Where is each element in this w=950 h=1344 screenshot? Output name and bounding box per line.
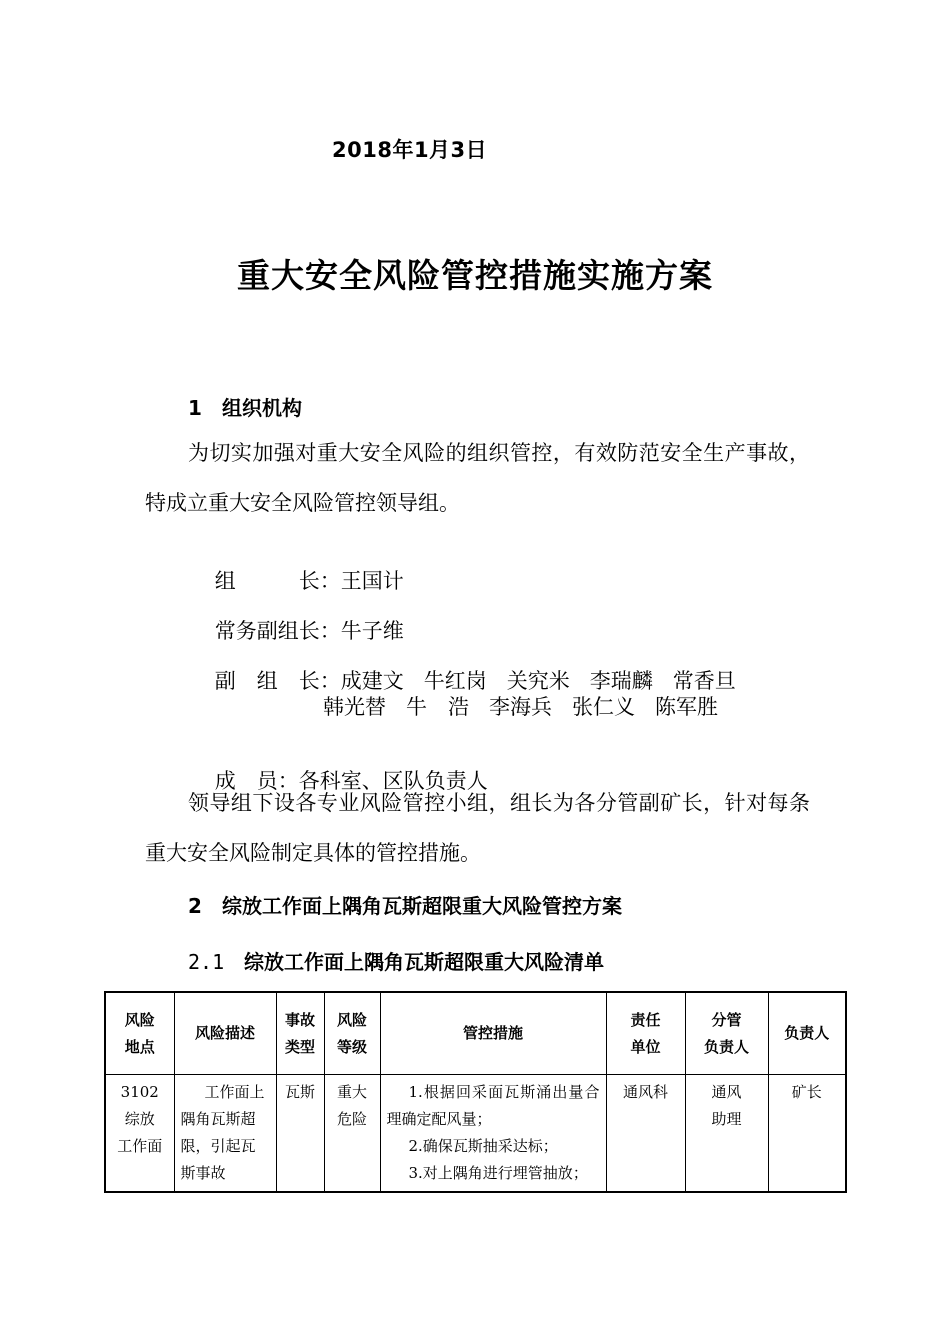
col-header-description: 风险描述 <box>174 992 276 1075</box>
table-header-row <box>105 992 846 1075</box>
section-2-1-number: 2.1 <box>188 950 225 974</box>
section-2-number: 2 <box>188 894 202 918</box>
section-1-heading <box>188 392 302 421</box>
risk-table <box>104 991 847 1193</box>
section-1-closing: 领导组下设各专业风险管控小组，组长为各分管副矿长，针对每条重大安全风险制定具体的管控措施。 <box>145 791 810 865</box>
deputy-name: 韩光替 <box>323 695 386 719</box>
cell-responsible: 矿长 <box>768 1075 846 1193</box>
members-value: 各科室、区队负责人 <box>298 769 488 793</box>
section-2-title: 综放工作面上隅角瓦斯超限重大风险管控方案 <box>222 894 622 918</box>
deputy-name: 关究米 <box>506 669 570 693</box>
col-header-responsible: 负责人 <box>768 992 846 1075</box>
cell-unit: 通风科 <box>606 1075 685 1193</box>
deputies-row-1 <box>341 669 756 693</box>
document-title: 重大安全风险管控措施实施方案 <box>237 256 713 295</box>
section-1-number: 1 <box>188 396 202 420</box>
table-row <box>105 1075 846 1193</box>
col-header-supervisor: 分管 负责人 <box>685 992 768 1075</box>
cell-level: 重大 危险 <box>324 1075 380 1193</box>
deputy-name: 成建文 <box>340 669 404 693</box>
section-1-title: 组织机构 <box>222 396 302 420</box>
col-header-unit: 责任 单位 <box>606 992 685 1075</box>
leader-label: 组 长： <box>214 569 341 593</box>
measure-item: 2.确保瓦斯抽采达标； <box>408 1137 558 1155</box>
deputy-name: 张仁义 <box>572 695 635 719</box>
deputy-name: 牛红岗 <box>423 669 487 693</box>
deputies-row-2 <box>323 691 738 721</box>
section-2-heading <box>188 890 622 919</box>
exec-deputy-name: 牛子维 <box>340 619 404 643</box>
col-header-level: 风险 等级 <box>324 992 380 1075</box>
deputy-name: 牛 浩 <box>406 695 469 719</box>
leader-name: 王国计 <box>340 569 404 593</box>
cell-type: 瓦斯 <box>276 1075 324 1193</box>
cell-supervisor: 通风 助理 <box>685 1075 768 1193</box>
members-label: 成 员： <box>214 769 299 793</box>
cell-measures <box>380 1075 606 1193</box>
section-1-intro: 为切实加强对重大安全风险的组织管控，有效防范安全生产事故，特成立重大安全风险管控领导组。 <box>145 441 810 515</box>
deputy-name: 陈军胜 <box>655 695 718 719</box>
exec-deputy-label: 常务副组长： <box>214 619 341 643</box>
deputy-label: 副 组 长： <box>214 669 341 693</box>
deputy-name: 李瑞麟 <box>589 669 653 693</box>
measure-item: 1.根据回采面瓦斯涌出量合理确定配风量； <box>386 1083 600 1128</box>
col-header-location: 风险 地点 <box>105 992 174 1075</box>
deputy-name: 常香旦 <box>672 669 736 693</box>
col-header-type: 事故 类型 <box>276 992 324 1075</box>
section-2-1-title: 综放工作面上隅角瓦斯超限重大风险清单 <box>244 950 604 974</box>
deputy-name: 李海兵 <box>489 695 552 719</box>
section-2-1-heading <box>188 946 604 975</box>
col-header-measures: 管控措施 <box>380 992 606 1075</box>
cell-location: 3102 综放 工作面 <box>105 1075 174 1193</box>
cell-description: 工作面上隅角瓦斯超限，引起瓦斯事故 <box>174 1075 276 1193</box>
measure-item: 3.对上隅角进行埋管抽放； <box>408 1164 588 1182</box>
document-date: 2018年1月3日 <box>332 138 488 162</box>
